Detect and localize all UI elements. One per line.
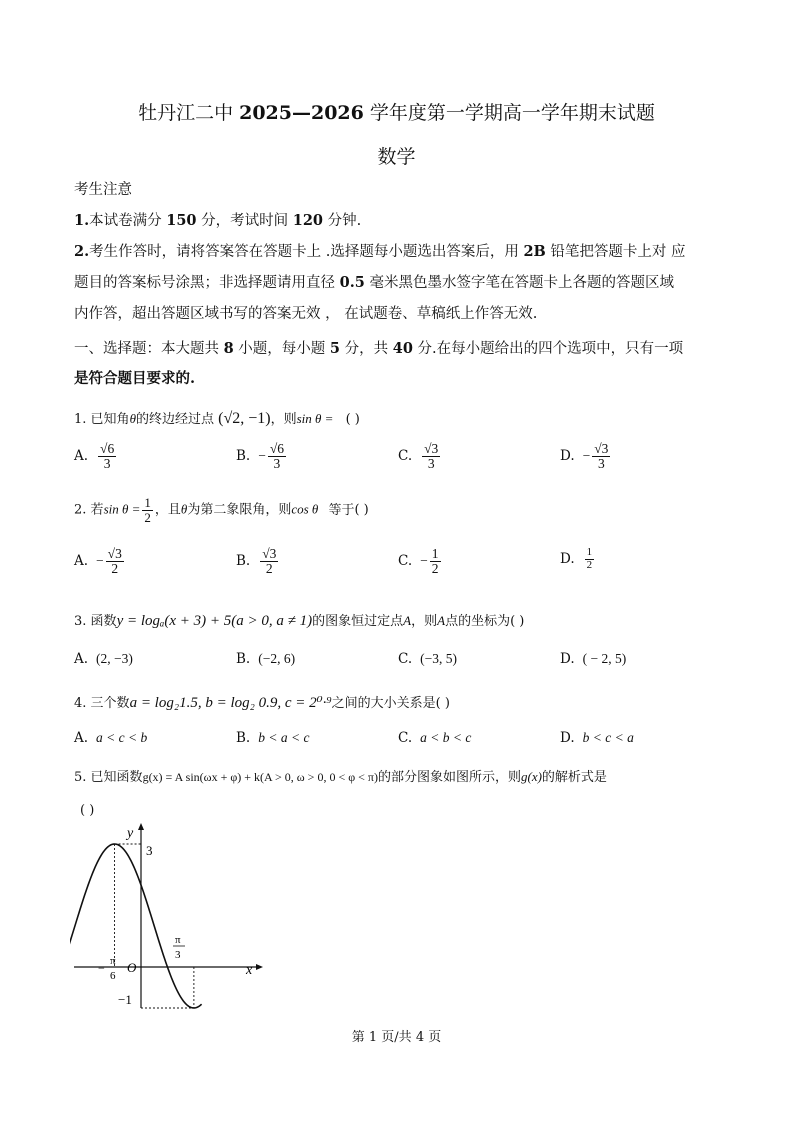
notice-item-2-line2: 题目的答案标号涂黑；非选择题请用直径 0.5 毫米黑色墨水签字笔在答题卡上各题的答题区域	[74, 274, 674, 291]
question-5: 5. 已知函数g(x) = A sin(ωx + φ) + k(A > 0, ω > 0, 0 < φ < π)的部分图象如图所示，则g(x)的解析式是	[74, 769, 607, 785]
x-max-label-sign: −	[98, 961, 105, 975]
question-1: 1. 已知角θ的终边经过点 (√2, −1)，则sin θ = ( )	[74, 410, 360, 427]
q4-option-b[interactable]: B. b < a < c	[236, 730, 310, 746]
q3-option-b[interactable]: B. (−2, 6)	[236, 651, 296, 667]
q1-option-c[interactable]: C. $\frac{√3}{3}$	[398, 441, 439, 472]
notice-item-2-line3: 内作答，超出答题区域书写的答案无效 ， 在试题卷、草稿纸上作答无效.	[74, 306, 538, 322]
q2-option-b[interactable]: B. $\frac{√3}{2}$	[236, 546, 277, 577]
section-1-instructions-line2: 是符合题目要求的.	[74, 370, 196, 387]
q1-option-d[interactable]: D. − $\frac{√3}{3}$	[560, 441, 609, 472]
section-1-instructions: 一、选择题：本大题共 8 小题，每小题 5 分，共 40 分.在每小题给出的四个选项中，只有一项	[74, 340, 684, 357]
title-school: 牡丹江二中	[138, 102, 240, 124]
title-term: 学年度第一学期高一学年期末试题	[363, 102, 655, 124]
question-3: 3. 函数y = logₐ(x + 3) + 5(a > 0, a ≠ 1)的图象恒过定点A，则A点的坐标为( )	[74, 613, 525, 629]
x-max-label-num: π	[110, 955, 116, 967]
subject-title	[0, 142, 793, 169]
x-min-label-num: π	[175, 934, 181, 946]
question-2: 2. 若sin θ = $\frac{1}{2}$ ，且θ为第二象限角，则cos θ 等于( )	[74, 495, 369, 525]
q5-function-graph	[70, 822, 270, 1012]
y-axis-label: y	[127, 826, 134, 841]
q3-option-d[interactable]: D. ( − 2, 5)	[560, 651, 627, 667]
max-value-label: 3	[146, 843, 153, 858]
q3-option-a[interactable]: A. (2, −3)	[74, 651, 133, 667]
y-axis-arrow-icon	[138, 823, 144, 830]
question-5-paren: ( )	[80, 803, 95, 818]
x-max-label-den: 6	[110, 970, 116, 982]
q2-option-d[interactable]: D. $\frac{1}{2}$	[560, 546, 593, 571]
x-min-label-den: 3	[175, 949, 181, 961]
notice-item-2-line1: 2.考生作答时，请将答案答在答题卡上 .选择题每小题选出答案后，用 2B 铅笔把答题卡上对 应	[74, 243, 686, 260]
origin-label: O	[127, 960, 137, 975]
q2-option-c[interactable]: C. − $\frac{1}{2}$	[398, 546, 439, 577]
question-4: 4. 三个数a = log₂1.5, b = log₂ 0.9, c = 2⁰·⁹之间的大小关系是( )	[74, 695, 450, 711]
title-years: 2025—2026	[239, 102, 364, 124]
x-axis-label: x	[246, 963, 253, 978]
q1-option-b[interactable]: B. − $\frac{√6}{3}$	[236, 441, 285, 472]
q4-option-c[interactable]: C. a < b < c	[398, 730, 472, 746]
q1-option-a[interactable]: A. $\frac{√6}{3}$	[74, 441, 115, 472]
subject-label: 数学	[377, 146, 416, 168]
x-axis-arrow-icon	[256, 964, 263, 970]
notice-item-1: 1.本试卷满分 150 分，考试时间 120 分钟.	[74, 212, 362, 229]
q4-option-a[interactable]: A. a < c < b	[74, 730, 148, 746]
exam-title	[0, 98, 793, 125]
sine-curve	[70, 844, 202, 1008]
page-footer: 第 1 页/共 4 页	[351, 1030, 442, 1045]
min-value-label: −1	[118, 992, 132, 1007]
q3-option-c[interactable]: C. (−3, 5)	[398, 651, 457, 667]
q4-option-d[interactable]: D. b < c < a	[560, 730, 634, 746]
notice-heading: 考生注意	[74, 182, 132, 198]
q2-option-a[interactable]: A. − $\frac{√3}{2}$	[74, 546, 122, 577]
